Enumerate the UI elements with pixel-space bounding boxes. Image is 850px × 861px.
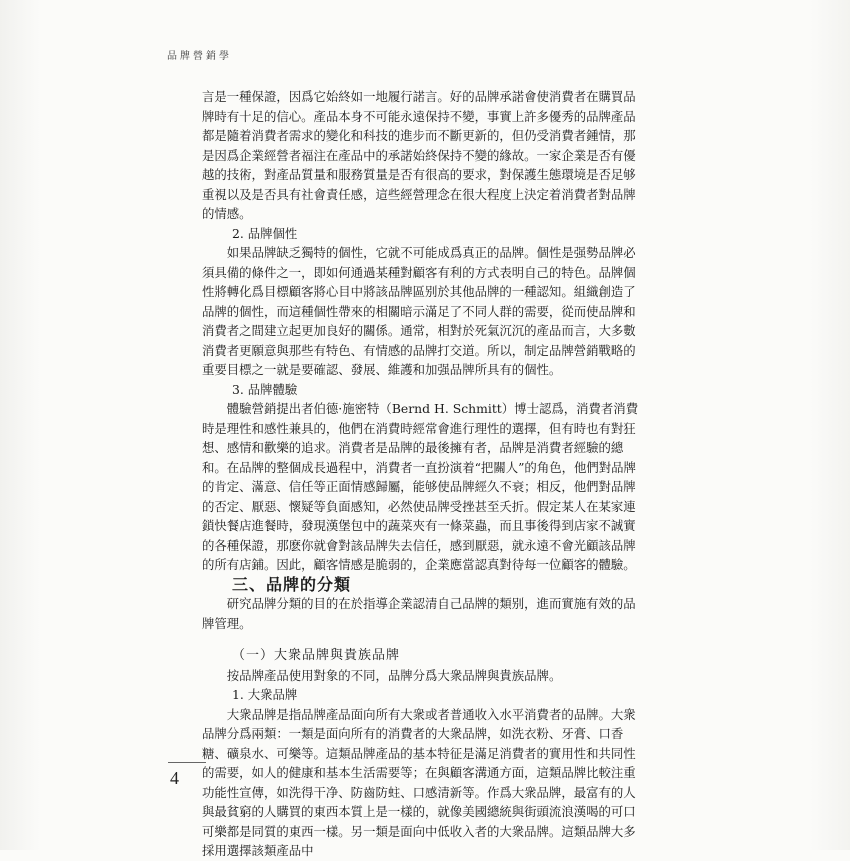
page-number: 4	[170, 768, 179, 788]
subsection-title: （一）大衆品牌與貴族品牌	[232, 648, 401, 663]
section-title: 三、品牌的分類	[232, 574, 352, 594]
paragraph: 按品牌產品使用對象的不同，品牌分爲大衆品牌與貴族品牌。	[226, 667, 562, 683]
spacer	[202, 633, 644, 646]
paragraph: 如果品牌缺乏獨特的個性，它就不可能成爲真正的品牌。個性是强勢品牌必須具備的條件之一，即如何通過某種對顧客有利的方式表明自己的特色。品牌個性將轉化爲目標顧客將心目中將該品牌區别於其他品牌的一種認知。組織創造了品牌的個性，而這種個性帶來的相關暗示滿足了不同人群的需要，從而使品牌和消費者之間建立起更加良好的關係。通常，相對於死氣沉沉的產品而言，大多數消費者更願意與那些有特色、有情感的品牌打交道。所以，制定品牌營銷戰略的重要目標之一就是要確認、發展、維護和加强品牌所具有的個性。	[202, 245, 636, 377]
subheading-brand-personality: 2. 品牌個性	[232, 225, 298, 241]
paragraph: 研究品牌分類的目的在於指導企業認清自己品牌的類别，進而實施有效的品牌管理。	[202, 596, 636, 631]
running-head: 品牌營銷學	[167, 51, 232, 62]
page-body	[202, 87, 644, 861]
paragraph: 體驗營銷提出者伯德·施密特（Bernd H. Schmitt）博士認爲，消費者消費時是理性和感性兼具的，他們在消費時經常會進行理性的選擇，但有時也有對狂想、感情和歡樂的追求。消費者是品牌的最後擁有者，品牌是消費者經驗的總和。在品牌的整個成長過程中，消費者一直扮演着“把關人”的角色，他們對品牌的肯定、滿意、信任等正面情感歸屬，能够使品牌經久不衰；相反，他們對品牌的否定、厭惡、懷疑等負面感知，必然使品牌受挫甚至夭折。假定某人在某家連鎖快餐店進餐時，發現漢堡包中的蔬菜夾有一條菜蟲，而且事後得到店家不誠實的各種保證，那麽你就會對該品牌失去信任，感到厭惡，就永遠不會光顧該品牌的所有店鋪。因此，顧客情感是脆弱的，企業應當認真對待每一位顧客的體驗。	[202, 401, 639, 572]
footer-rule	[168, 762, 206, 763]
subheading-mass-brand: 1. 大衆品牌	[232, 687, 298, 702]
subheading-brand-experience: 3. 品牌體驗	[232, 381, 298, 397]
paragraph: 言是一種保證，因爲它始終如一地履行諾言。好的品牌承諾會使消費者在購買品牌時有十足的信心。產品本身不可能永遠保持不變，事實上許多優秀的品牌產品都是隨着消費者需求的變化和科技的進步而不斷更新的，但仍受消費者鍾情，那是因爲企業經營者福注在產品中的承諾始終保持不變的緣故。一家企業是否有優越的技術，對產品質量和服務質量是否有很高的要求，對保護生態環境是否足够重視以及是否具有社會責任感，這些經營理念在很大程度上決定着消費者對品牌的情感。	[202, 89, 636, 221]
paragraph: 大衆品牌是指品牌產品面向所有大衆或者普通收入水平消費者的品牌。大衆品牌分爲兩類：一類是面向所有的消費者的大衆品牌，如洗衣粉、牙膏、口香糖、礦泉水、可樂等。這類品牌產品的基本特征是滿足消費者的實用性和共同性的需要，如人的健康和基本生活需要等；在與顧客溝通方面，這類品牌比較注重功能性宣傳，如洗得干净、防齒防蛀、口感清新等。作爲大衆品牌，最富有的人與最貧窮的人購買的東西本質上是一樣的，就像美國總統與街頭流浪漢喝的可口可樂都是同質的東西一樣。另一類是面向中低收入者的大衆品牌。這類品牌大多採用選擇該類產品中	[202, 706, 636, 858]
